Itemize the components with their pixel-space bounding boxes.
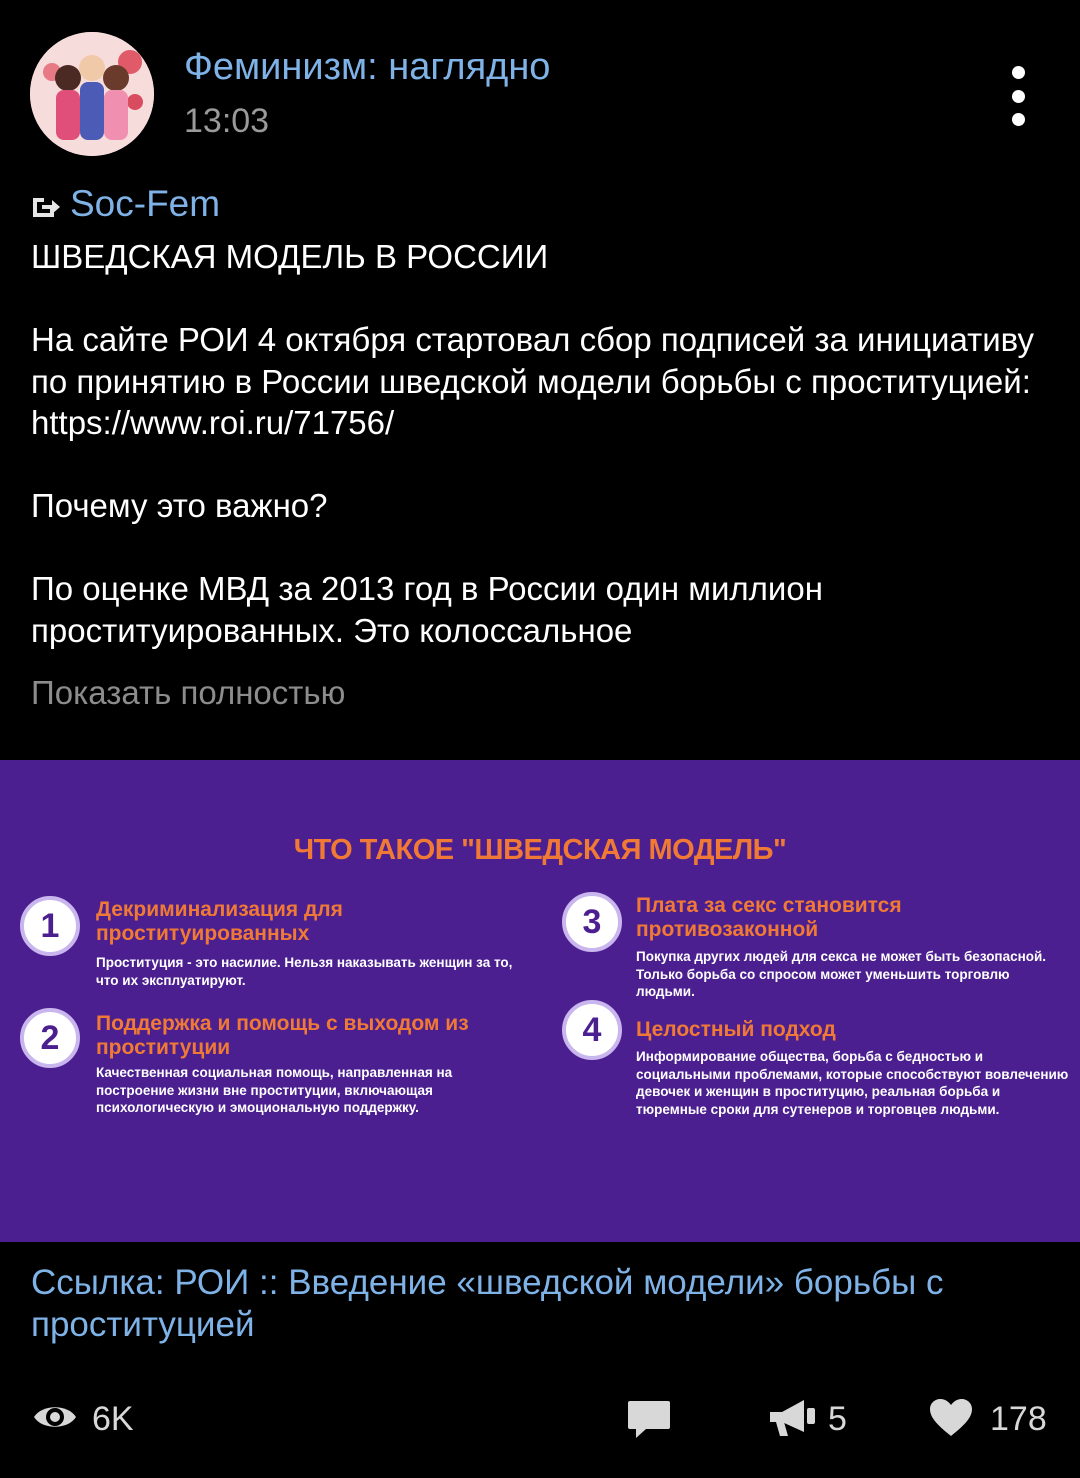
megaphone-icon[interactable] [768,1398,816,1438]
number-badge: 2 [20,1008,80,1068]
share-count: 5 [828,1400,847,1438]
item-body: Информирование общества, борьба с бедностью и социальными проблемами, которые способствуют вовлечению девочек и женщин в проституцию, реальная борьба и тюремные сроки для сутенеров и торговцев людьми. [636,1049,1069,1117]
post-header [0,0,1080,170]
post-title: ШВЕДСКАЯ МОДЕЛЬ В РОССИИ [31,238,549,275]
more-vertical-icon[interactable] [996,66,1040,126]
number-badge: 4 [562,1000,622,1060]
item-body: Проституция - это насилие. Нельзя наказывать женщин за то, что их эксплуатируют. [96,955,513,988]
item-heading: Плата за секс становится противозаконной [636,894,902,941]
post-paragraph: По оценке МВД за 2013 год в России один миллион проституированных. Это колоссальное [31,570,823,649]
item-heading: Декриминализация для проституированных [96,898,343,945]
item-heading: Целостный подход [636,1018,836,1041]
repost-source-name[interactable]: Soc-Fem [70,183,221,224]
heart-icon[interactable] [928,1398,974,1438]
post-image[interactable] [0,760,1080,1242]
repost-source[interactable] [30,182,220,226]
post-paragraph: На сайте РОИ 4 октября стартовал сбор подписей за инициативу по принятию в России шведской модели борьбы с проституцией: https://www.roi.ru/71756/ [31,321,1034,441]
comment-icon[interactable] [626,1398,672,1440]
repost-arrow-icon [30,188,62,220]
number-badge: 3 [562,892,622,952]
link-caption[interactable]: Ссылка: РОИ :: Введение «шведской модели» борьбы с проституцией [31,1263,944,1344]
avatar-illustration-icon [30,32,154,156]
item-body: Покупка других людей для секса не может быть безопасной. Только борьба со спросом может уменьшить торговлю людьми. [636,949,1047,999]
number-badge: 1 [20,896,80,956]
views-count: 6K [92,1400,134,1438]
channel-avatar[interactable] [30,32,154,156]
post-text [31,236,1061,651]
like-count: 178 [990,1400,1047,1438]
item-heading: Поддержка и помощь с выходом из проституции [96,1012,469,1059]
channel-name[interactable]: Феминизм: наглядно [184,46,551,88]
post-time: 13:03 [184,102,270,140]
post-paragraph: Почему это важно? [31,487,328,524]
eye-icon [32,1400,78,1434]
show-more-link[interactable]: Показать полностью [31,674,346,711]
post-footer [0,1392,1080,1448]
item-body: Качественная социальная помощь, направленная на построение жизни вне проституции, включающая психологическую и эмоциональную поддержку. [96,1065,453,1115]
image-title: ЧТО ТАКОЕ "ШВЕДСКАЯ МОДЕЛЬ" [293,834,787,866]
